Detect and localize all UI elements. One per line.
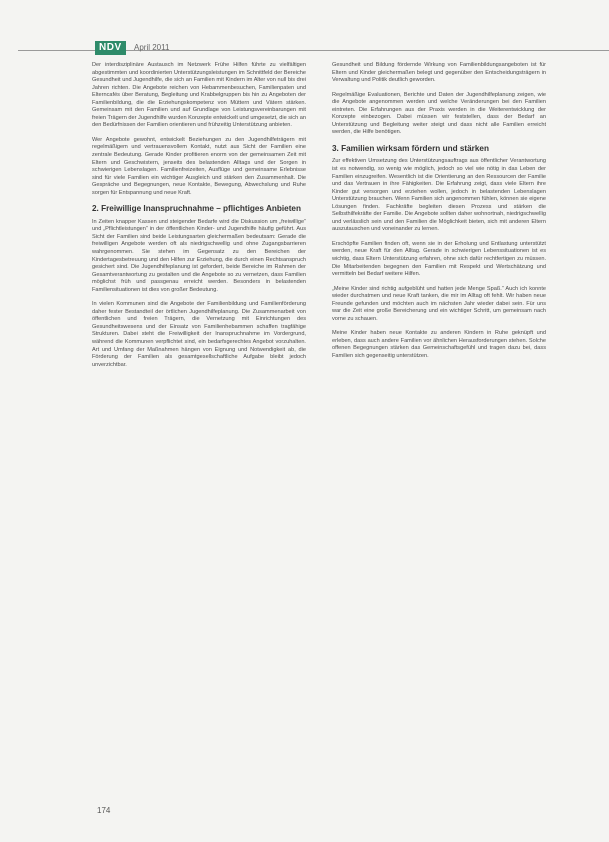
paragraph: Zur effektiven Umsetzung des Unterstützungsauftrags aus öffentlicher Verantwortung ist es notwendig, so wenig wie möglich, jedoch so viel wie nötig in das Leben der Familien einzugreifen. Wesentlich ist die Orientierung an den Ressourcen der Familie und das Vertrauen in ihre Fähigkeiten. Die Erfahrung zeigt, dass viele Eltern ihre Kinder gut versorgen und erziehen wollen, jedoch in belastenden Lebenslagen Unterstützung brauchen. Wenn Familien sich angenommen fühlen, können sie eigene Lösungen finden. Fachkräfte begleiten diesen Prozess und stärken die Selbsthilfekräfte der Familie. Die Angebote sollten daher wohnortnah, niedrigschwellig und verlässlich sein und den Familien die Möglichkeit bieten, sich mit anderen Eltern auszutauschen und voneinander zu lernen. [332,158,546,233]
section-heading: 3. Familien wirksam fördern und stärken [332,143,489,153]
section-heading: 2. Freiwillige Inanspruchnahme – pflichtiges Anbieten [92,204,301,214]
right-column [332,62,546,368]
issue-date: April 2011 [134,43,170,52]
paragraph: In vielen Kommunen sind die Angebote der Familienbildung und Familienförderung daher fester Bestandteil der örtlichen Jugendhilfeplanung. Die Zusammenarbeit von öffentlichen und freien Trägern, die Vernetzung mit Einrichtungen des Gesundheitswesens und der Einsatz von Familienhebammen schaffen tragfähige Strukturen. Dabei steht die Freiwilligkeit der Inanspruchnahme im Vordergrund, während die Kommunen verpflichtet sind, ein bedarfsgerechtes Angebot vorzuhalten. Art und Umfang der Maßnahmen hängen von Eignung und Notwendigkeit ab, die Förderung der Familien als gesamtgesellschaftliche Aufgabe bleibt jedoch unverzichtbar. [92,301,306,368]
paragraph: Meine Kinder haben neue Kontakte zu anderen Kindern in Ruhe geknüpft und erleben, dass auch andere Familien vor ähnlichen Herausforderungen stehen. Solche offenen Begegnungen stärken das Gemeinschaftsgefühl und tragen dazu bei, dass Familien sich gegenseitig unterstützen. [332,330,546,359]
paragraph: Regelmäßige Evaluationen, Berichte und Daten der Jugendhilfeplanung zeigen, wie die Angebote angenommen werden und welche Veränderungen bei den Familien eintreten. Die Erfahrungen aus der Praxis werden in die Weiterentwicklung der Konzepte einbezogen. Dabei müssen wir feststellen, dass der Bedarf an Unterstützung und Begleitung weiter steigt und dass nicht alle Familien erreicht werden, die Hilfe benötigen. [332,91,546,136]
paragraph: Erschöpfte Familien finden oft, wenn sie in der Erholung und Entlastung unterstützt werden, neue Kraft für den Alltag. Gerade in schwierigen Lebenssituationen ist es wichtig, dass Eltern Unterstützung erfahren, ohne sich dafür rechtfertigen zu müssen. Die Mitarbeitenden begegnen den Familien mit Respekt und Wertschätzung und vermitteln bei Bedarf weitere Hilfen. [332,240,546,278]
paragraph: Der interdisziplinäre Austausch im Netzwerk Frühe Hilfen führte zu vielfältigen abgestimmten und koordinierten Unterstützungsleistungen im Schnittfeld der Bereiche Gesundheit und Jugendhilfe, die sich an Familien mit Kindern im Alter von null bis drei Jahren richten. Die Angebote reichen von Hebammenbesuchen, Familienpaten und Elterncafés über Beratung, Begleitung und Krabbelgruppen bis hin zu Angeboten der Familienbildung, die die Erziehungskompetenz von Müttern und Vätern stärken. Gemeinsam mit den Familien und auf Grundlage von Leistungsvereinbarungen mit freien Trägern der Jugendhilfe wurden Konzepte entwickelt und umgesetzt, die sich an den Bedürfnissen der Familien orientieren und frühzeitig Unterstützung anbieten. [92,62,306,129]
page-header [0,0,609,62]
page-number: 174 [97,806,111,815]
left-column [92,62,306,376]
paragraph: Wer Angebote gewohnt, entwickelt Beziehungen zu den Jugendhilfeträgern mit regelmäßigem und vertrauensvollem Kontakt, nutzt aus Sicht der Familien eine zentrale Bedeutung. Gerade Kinder profitieren enorm von der gemeinsamen Zeit mit Eltern und Geschwistern, jenseits des belastenden Alltags und der Sorgen in schwierigen Lebenslagen. Familienfreizeiten, Ausflüge und gemeinsame Erlebnisse sind für viele Familien ein wichtiger Ausgleich und stärken den Zusammenhalt. Die Gespräche und Begegnungen, neue Kontakte, Bewegung, Abwechslung und Ruhe sorgen für Entspannung und neue Kraft. [92,136,306,196]
paragraph: In Zeiten knapper Kassen und steigender Bedarfe wird die Diskussion um „freiwillige“ und „Pflichtleistungen“ in der öffentlichen Kinder- und Jugendhilfe häufig geführt. Aus Sicht der Familien sind beide Leistungsarten gleichermaßen bedeutsam: Gerade die freiwilligen Angebote werden oft als niedrigschwellig und ohne Zugangsbarrieren wahrgenommen. Sie stehen im Gegensatz zu den Bereichen der Kindertagesbetreuung und den Hilfen zur Erziehung, die durch einen Rechtsanspruch gesichert sind. Die Jugendhilfeplanung ist gefordert, beide Bereiche im Rahmen der Gesamtverantwortung zu gestalten und die Angebote so zu vernetzen, dass Familien möglichst früh und passgenau erreicht werden. Besonders in belastenden Familiensituationen ist dies von großer Bedeutung. [92,218,306,293]
journal-logo: NDV [95,41,126,55]
quote-paragraph: „Meine Kinder sind richtig aufgeblüht und hatten jede Menge Spaß.“ Auch ich konnte wieder durchatmen und neue Kraft tanken, die mir im Alltag oft fehlt. Wir haben neue Freunde gefunden und möchten auch im nächsten Jahr wieder dabei sein. Für uns war die Zeit eine große Bereicherung und ein wichtiger Schritt, um gemeinsam nach vorne zu schauen. [332,285,546,322]
paragraph: Gesundheit und Bildung fördernde Wirkung von Familienbildungsangeboten ist für Eltern und Kinder gleichermaßen belegt und gegenüber den Entscheidungsträgern in Verwaltung und Politik deutlich geworden. [332,62,546,84]
